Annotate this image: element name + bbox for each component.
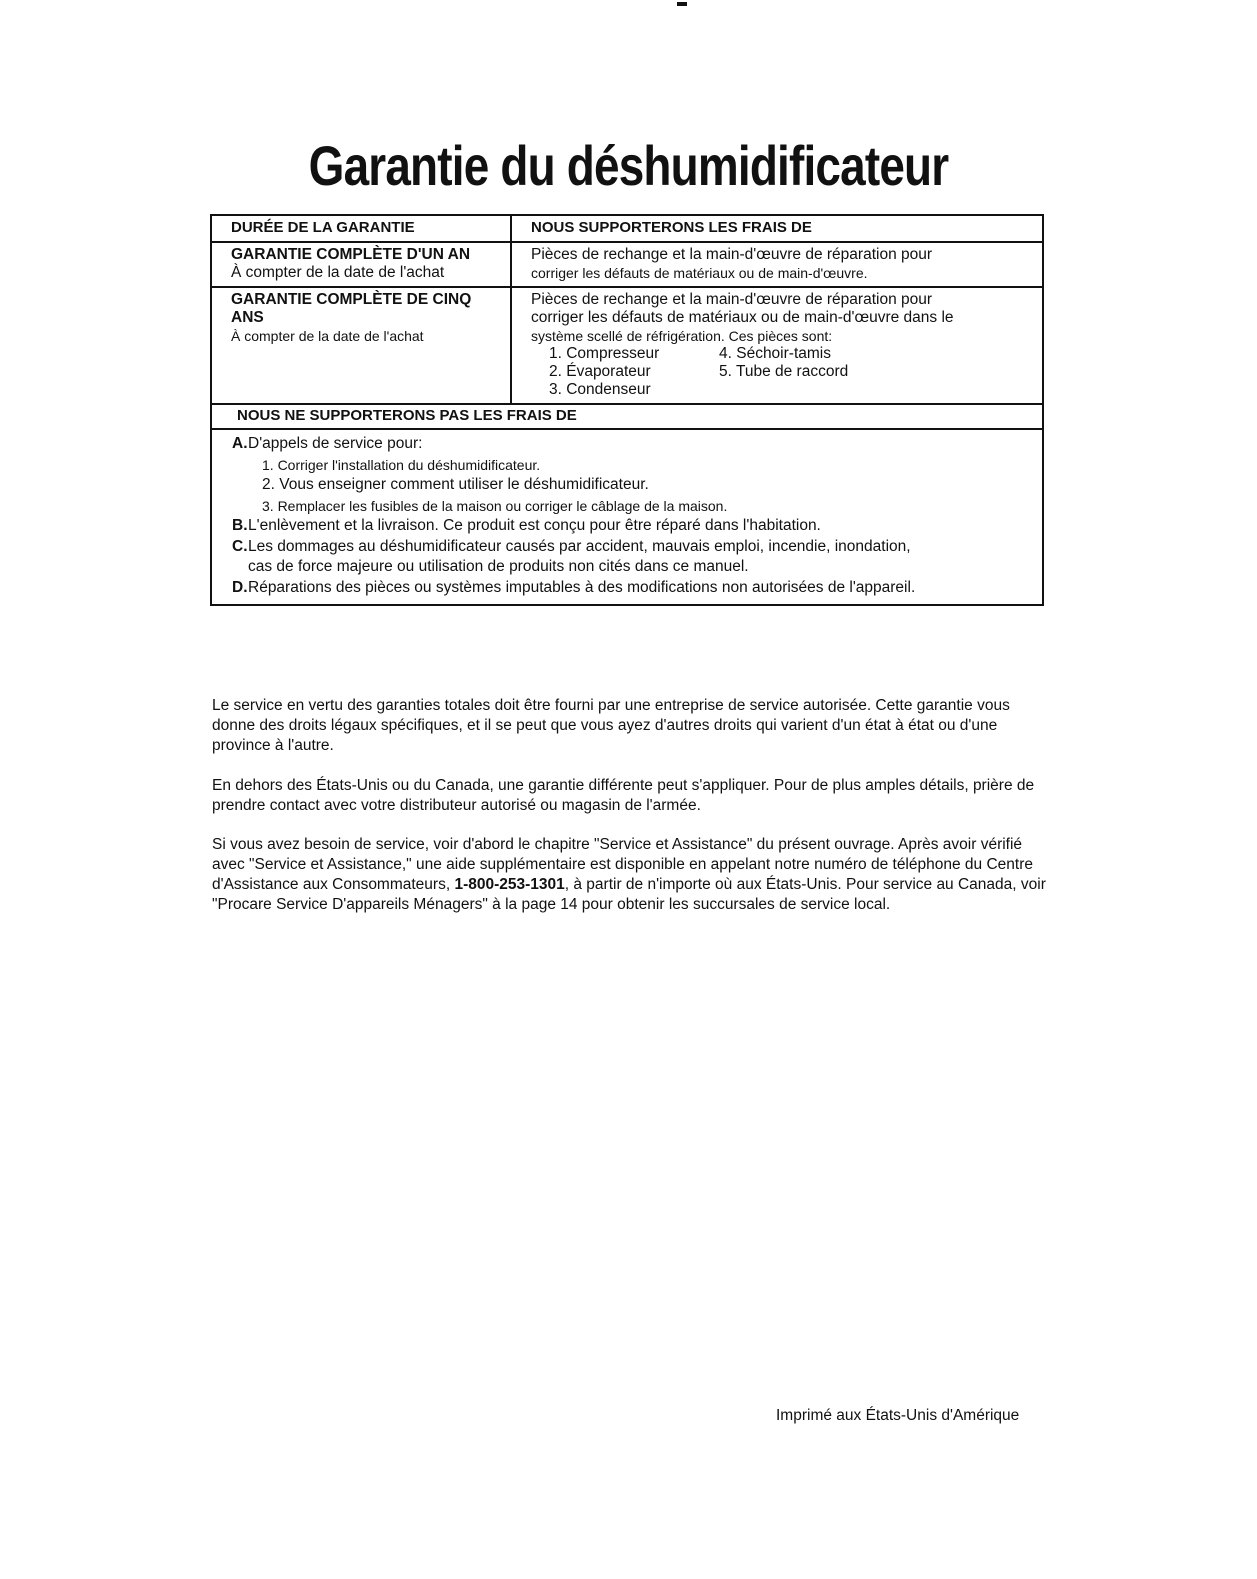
parts-list [549, 345, 1030, 399]
not-covered-row [211, 404, 1043, 605]
coverage-header: NOUS SUPPORTERONS LES FRAIS DE [511, 215, 1043, 242]
phone-number: 1-800-253-1301 [454, 876, 565, 893]
coverage-text: Pièces de rechange et la main-d'œuvre de réparation pour [531, 291, 933, 308]
item-letter: D. [232, 578, 248, 596]
assistance-text: Si vous avez besoin de service, voir d'abord le chapitre "Service et Assistance" du présent ouvrage. Après avoir vérifié avec "Service et Assistance," une aide supplémentaire est disponible en appelant notre numéro de téléphone du Centre d'Assistance aux Consommateurs, [212, 836, 1033, 893]
duration-header: DURÉE DE LA GARANTIE [211, 215, 511, 242]
exclusion-item [232, 537, 1042, 558]
sub-item: 2. Vous enseigner comment utiliser le déshumidificateur. [262, 476, 649, 493]
assistance-text: , à partir de n'importe où aux États-Unis. Pour service au Canada, voir "Procare Service D'appareils Ménagers" à la page 14 pour obtenir les succursales de service local. [212, 876, 1046, 913]
item-text: L'enlèvement et la livraison. Ce produit est conçu pour être réparé dans l'habitation. [248, 517, 821, 534]
coverage-cell [511, 242, 1043, 287]
sub-item: 1. Corriger l'installation du déshumidificateur. [262, 456, 541, 473]
warranty-row-five-year [211, 287, 1043, 404]
table-header-row [211, 215, 1043, 242]
exclusion-item [232, 434, 1042, 455]
not-covered-list [212, 430, 1042, 598]
coverage-text: corriger les défauts de matériaux ou de main-d'œuvre. [531, 265, 868, 281]
item-letter: C. [232, 537, 248, 555]
term-note: À compter de la date de l'achat [231, 264, 445, 281]
part-item: 5. Tube de raccord [719, 363, 849, 380]
not-covered-header: NOUS NE SUPPORTERONS PAS LES FRAIS DE [212, 407, 1042, 430]
term-cell [211, 242, 511, 287]
term-note: À compter de la date de l'achat [231, 328, 424, 344]
sub-item: 3. Remplacer les fusibles de la maison ou corriger le câblage de la maison. [262, 497, 728, 514]
coverage-text: corriger les défauts de matériaux ou de main-d'œuvre dans le [531, 309, 954, 326]
warranty-table [210, 214, 1044, 606]
coverage-text: système scellé de réfrigération. Ces pièces sont: [531, 328, 833, 344]
page-title: Garantie du déshumidificateur [308, 134, 949, 197]
coverage-text: Pièces de rechange et la main-d'œuvre de réparation pour [531, 246, 933, 263]
item-text: Réparations des pièces ou systèmes imputables à des modifications non autorisées de l'appareil. [248, 578, 916, 596]
item-text: D'appels de service pour: [248, 435, 423, 452]
warranty-row-one-year [211, 242, 1043, 287]
item-continuation: cas de force majeure ou utilisation de produits non cités dans ce manuel. [248, 558, 749, 575]
not-covered-cell [211, 404, 1043, 605]
assistance-paragraph [212, 835, 1052, 915]
exclusion-item [232, 578, 1042, 599]
part-item: 1. Compresseur [549, 345, 660, 362]
scan-mark [677, 2, 687, 6]
outside-us-paragraph: En dehors des États-Unis ou du Canada, une garantie différente peut s'appliquer. Pour de plus amples détails, prière de prendre contact avec votre distributeur autorisé ou magasin de l'armée. [212, 777, 1035, 814]
term-cell [211, 287, 511, 404]
term-title: GARANTIE COMPLÈTE D'UN AN [231, 246, 471, 263]
service-paragraph: Le service en vertu des garanties totales doit être fourni par une entreprise de service autorisée. Cette garantie vous donne des droits légaux spécifiques, et il se peut que vous ayez d'autres droits qui varient d'un état à état ou d'une province à l'autre. [212, 697, 1010, 754]
item-text: Les dommages au déshumidificateur causés par accident, mauvais emploi, incendie, inondation, [248, 537, 911, 555]
part-item: 3. Condenseur [549, 381, 651, 398]
footer-printed: Imprimé aux États-Unis d'Amérique [776, 1407, 1020, 1424]
item-letter: A. [232, 435, 248, 452]
coverage-cell [511, 287, 1043, 404]
part-item: 2. Évaporateur [549, 363, 651, 380]
item-letter: B. [232, 517, 248, 534]
exclusion-item [232, 516, 1042, 537]
term-title: GARANTIE COMPLÈTE DE CINQ ANS [231, 291, 472, 326]
part-item: 4. Séchoir-tamis [719, 345, 831, 362]
